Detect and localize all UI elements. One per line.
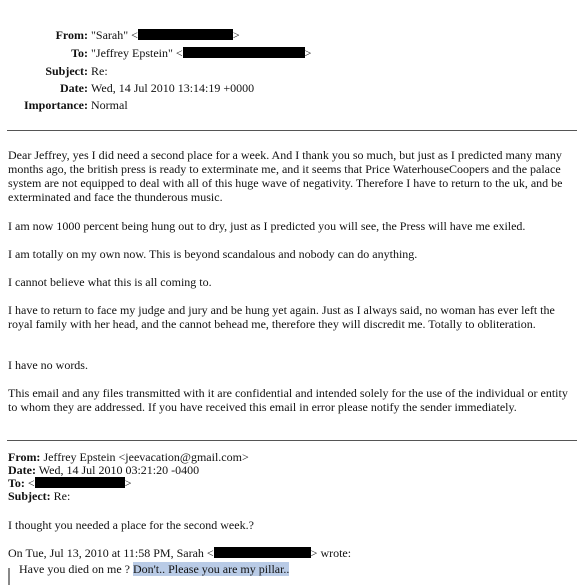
- subject-label: Subject:: [45, 64, 88, 78]
- quote-intro-text: On Tue, Jul 13, 2010 at 11:58 PM, Sarah <: [8, 546, 214, 560]
- reply-to-label: To:: [8, 476, 25, 490]
- reply-from-label: From:: [8, 450, 41, 464]
- redacted-email-box: [35, 477, 125, 488]
- from-label: From:: [55, 28, 88, 42]
- date-value: Wed, 14 Jul 2010 13:14:19 +0000: [91, 81, 255, 95]
- divider: [7, 130, 577, 131]
- reply-subject-value: Re:: [50, 489, 71, 503]
- reply-message: I thought you needed a place for the second week.?: [8, 518, 254, 532]
- to-value: [91, 46, 311, 60]
- body-paragraph-2: I am now 1000 percent being hung out to dry, just as I predicted you will see, the Press will have me exiled.: [8, 219, 526, 233]
- to-tail: >: [304, 46, 312, 60]
- reply-from-row: [8, 450, 249, 463]
- body-paragraph-4: I cannot believe what this is all coming to.: [8, 275, 212, 289]
- reply-from-value: Jeffrey Epstein <jeevacation@gmail.com>: [40, 450, 249, 464]
- to-label: To:: [71, 46, 88, 60]
- redacted-email-box: [183, 47, 305, 58]
- redacted-email-box: [214, 547, 311, 558]
- body-paragraph-6: I have no words.: [8, 358, 88, 372]
- from-tail: >: [232, 28, 240, 42]
- from-value: [91, 28, 240, 42]
- date-label: Date:: [60, 81, 88, 95]
- reply-subject-label: Subject:: [8, 489, 51, 503]
- quoted-text: Have you died on me ?: [19, 562, 133, 576]
- quote-bar: [8, 568, 10, 585]
- from-name: "Sarah" <: [91, 28, 138, 42]
- reply-to-row: [8, 476, 249, 489]
- divider: [7, 440, 577, 441]
- quoted-line: [19, 562, 585, 576]
- reply-subject-row: [8, 489, 249, 502]
- importance-label: Importance:: [24, 98, 88, 112]
- redacted-email-box: [138, 29, 233, 40]
- reply-to-tail: >: [124, 476, 132, 490]
- body-paragraph-3: I am totally on my own now. This is beyond scandalous and nobody can do anything.: [8, 247, 418, 261]
- disclaimer: This email and any files transmitted with it are confidential and intended solely for the use of the individual or entity to whom they are addressed. If you have received this email in error please notify the sender immediately.: [8, 386, 568, 414]
- reply-date-row: [8, 463, 249, 476]
- body-paragraph-5: I have to return to face my judge and jury and be hung yet again. Just as I always said, no woman has ever left the royal family with her head, and the cannot behead me, therefore they will discredit me. Totally to obliteration.: [8, 303, 555, 331]
- highlighted-text[interactable]: Don't.. Please you are my pillar..: [132, 562, 290, 576]
- quote-intro-tail: > wrote:: [310, 546, 352, 560]
- body-paragraph-1: Dear Jeffrey, yes I did need a second place for a week. And I thank you so much, but just as I predicted many many months ago, the british press is ready to exterminate me, and it seems that Price WaterhouseCoopers and the palace system are not equipped to deal with all of this huge wave of negativity. Therefore I have to return to the uk, and be exterminated and face the thunderous music.: [8, 148, 563, 204]
- reply-date-value: Wed, 14 Jul 2010 03:21:20 -0400: [35, 463, 200, 477]
- to-name: "Jeffrey Epstein" <: [91, 46, 183, 60]
- reply-header: [8, 450, 249, 502]
- reply-date-label: Date:: [8, 463, 36, 477]
- reply-to-value: <: [24, 476, 35, 490]
- subject-value: Re:: [91, 64, 108, 78]
- quote-intro: [8, 546, 578, 560]
- importance-value: Normal: [91, 98, 128, 112]
